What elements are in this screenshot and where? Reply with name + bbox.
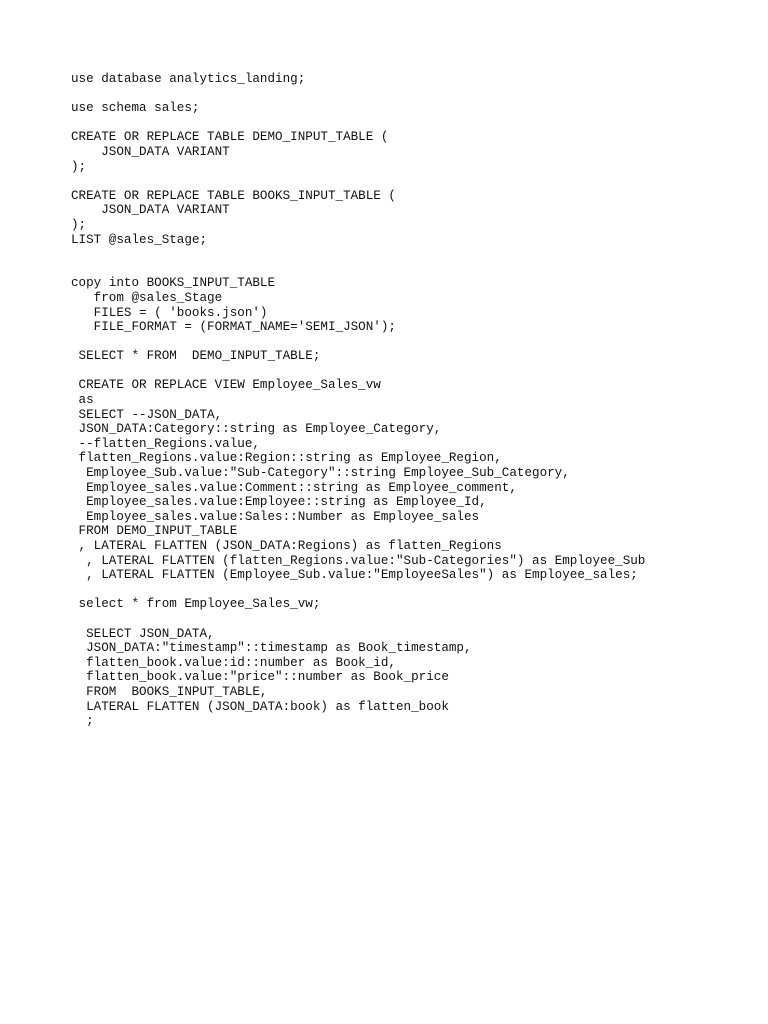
code-line: use database analytics_landing;	[71, 72, 306, 86]
code-line: SELECT JSON_DATA,	[71, 626, 215, 641]
code-line: Employee_sales.value:Employee::string as Employee_Id,	[71, 495, 487, 510]
code-line	[71, 583, 751, 598]
code-line: FILES = ( 'books.json')	[71, 305, 268, 320]
code-line: flatten_book.value:"price"::number as Book_price	[71, 670, 449, 685]
code-line: FILE_FORMAT = (FORMAT_NAME='SEMI_JSON');	[71, 320, 396, 335]
code-line	[71, 174, 751, 189]
code-line: Employee_Sub.value:"Sub-Category"::string Employee_Sub_Category,	[71, 466, 570, 481]
code-line: SELECT * FROM DEMO_INPUT_TABLE;	[71, 349, 321, 364]
code-line: CREATE OR REPLACE VIEW Employee_Sales_vw	[71, 378, 381, 393]
code-line: Employee_sales.value:Comment::string as Employee_comment,	[71, 480, 517, 495]
code-line: );	[71, 217, 87, 232]
code-line: flatten_book.value:id::number as Book_id,	[71, 655, 396, 670]
code-line: LIST @sales_Stage;	[71, 232, 208, 247]
code-line: , LATERAL FLATTEN (JSON_DATA:Regions) as flatten_Regions	[71, 539, 502, 553]
code-line: JSON_DATA:"timestamp"::timestamp as Book_timestamp,	[71, 641, 472, 656]
code-line: FROM DEMO_INPUT_TABLE	[71, 524, 238, 539]
code-line	[71, 335, 751, 350]
code-line: , LATERAL FLATTEN (flatten_Regions.value:"Sub-Categories") as Employee_Sub	[71, 553, 646, 568]
code-line: ;	[71, 714, 94, 729]
code-line: SELECT --JSON_DATA,	[71, 407, 223, 422]
code-line	[71, 87, 751, 102]
code-line: JSON_DATA VARIANT	[71, 203, 230, 218]
code-line	[71, 262, 751, 277]
code-line: JSON_DATA:Category::string as Employee_Category,	[71, 422, 442, 437]
code-line	[71, 612, 751, 627]
code-line: select * from Employee_Sales_vw;	[71, 597, 321, 612]
code-line: use schema sales;	[71, 101, 200, 116]
code-line: , LATERAL FLATTEN (Employee_Sub.value:"EmployeeSales") as Employee_sales;	[71, 568, 638, 583]
code-line: CREATE OR REPLACE TABLE BOOKS_INPUT_TABLE (	[71, 188, 396, 203]
code-line: from @sales_Stage	[71, 290, 223, 305]
code-line	[71, 247, 751, 262]
code-line: Employee_sales.value:Sales::Number as Employee_sales	[71, 509, 480, 524]
code-line: copy into BOOKS_INPUT_TABLE	[71, 276, 276, 291]
code-line: as	[71, 393, 94, 408]
code-line: CREATE OR REPLACE TABLE DEMO_INPUT_TABLE (	[71, 130, 389, 145]
code-line: flatten_Regions.value:Region::string as Employee_Region,	[71, 451, 502, 466]
code-line: FROM BOOKS_INPUT_TABLE,	[71, 684, 268, 699]
code-line: );	[71, 159, 87, 174]
sql-code-block	[71, 72, 751, 729]
code-line	[71, 364, 751, 379]
code-line	[71, 116, 751, 131]
code-line: LATERAL FLATTEN (JSON_DATA:book) as flatten_book	[71, 699, 449, 714]
code-line: JSON_DATA VARIANT	[71, 144, 230, 159]
code-line: --flatten_Regions.value,	[71, 436, 260, 451]
